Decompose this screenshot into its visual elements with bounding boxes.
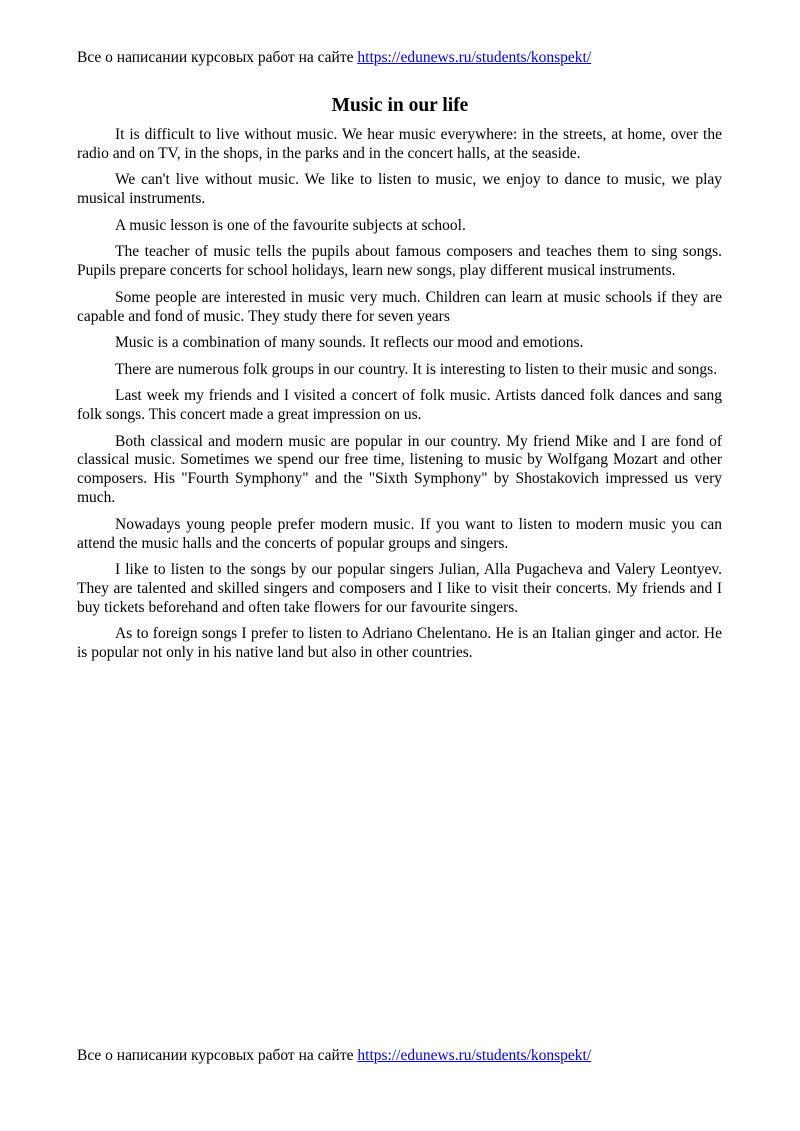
footer-text: Все о написании курсовых работ на сайте [77,1047,358,1064]
paragraph: Some people are interested in music very much. Children can learn at music schools if they are capable and fond of music. They study there for seven years [77,288,722,325]
document-title: Music in our life [331,95,469,116]
document-body [77,126,722,671]
paragraph: I like to listen to the songs by our popular singers Julian, Alla Pugacheva and Valery Leontyev. They are talented and skilled singers and composers and I like to visit their concerts. My friends and I buy tickets beforehand and often take flowers for our favourite singers. [77,561,722,616]
paragraph: Last week my friends and I visited a concert of folk music. Artists danced folk dances and sang folk songs. This concert made a great impression on us. [77,387,722,424]
paragraph: We can't live without music. We like to listen to music, we enjoy to dance to music, we play musical instruments. [77,171,722,208]
header-link[interactable]: https://edunews.ru/students/konspekt/ [357,49,592,66]
paragraph: As to foreign songs I prefer to listen to Adriano Chelentano. He is an Italian ginger and actor. He is popular not only in his native land but also in other countries. [77,625,722,662]
paragraph: There are numerous folk groups in our country. It is interesting to listen to their music and songs. [115,360,718,378]
page-header [77,49,591,67]
header-text: Все о написании курсовых работ на сайте [77,49,358,66]
paragraph: Both classical and modern music are popular in our country. My friend Mike and I are fond of classical music. Sometimes we spend our free time, listening to music by Wolfgang Mozart and other composers. His "Fourth Symphony" and the "Sixth Symphony" by Shostakovich impressed us very much. [77,432,722,507]
footer-link[interactable]: https://edunews.ru/students/konspekt/ [357,1047,592,1064]
paragraph: Music is a combination of many sounds. It reflects our mood and emotions. [115,334,584,352]
page-footer [77,1047,591,1065]
paragraph: It is difficult to live without music. We hear music everywhere: in the streets, at home, over the radio and on TV, in the shops, in the parks and in the concert halls, at the seaside. [77,126,722,162]
paragraph: Nowadays young people prefer modern music. If you want to listen to modern music you can attend the music halls and the concerts of popular groups and singers. [77,515,722,552]
paragraph: A music lesson is one of the favourite subjects at school. [115,216,466,234]
paragraph: The teacher of music tells the pupils about famous composers and teaches them to sing songs. Pupils prepare concerts for school holidays, learn new songs, play different musical instruments. [77,243,722,280]
